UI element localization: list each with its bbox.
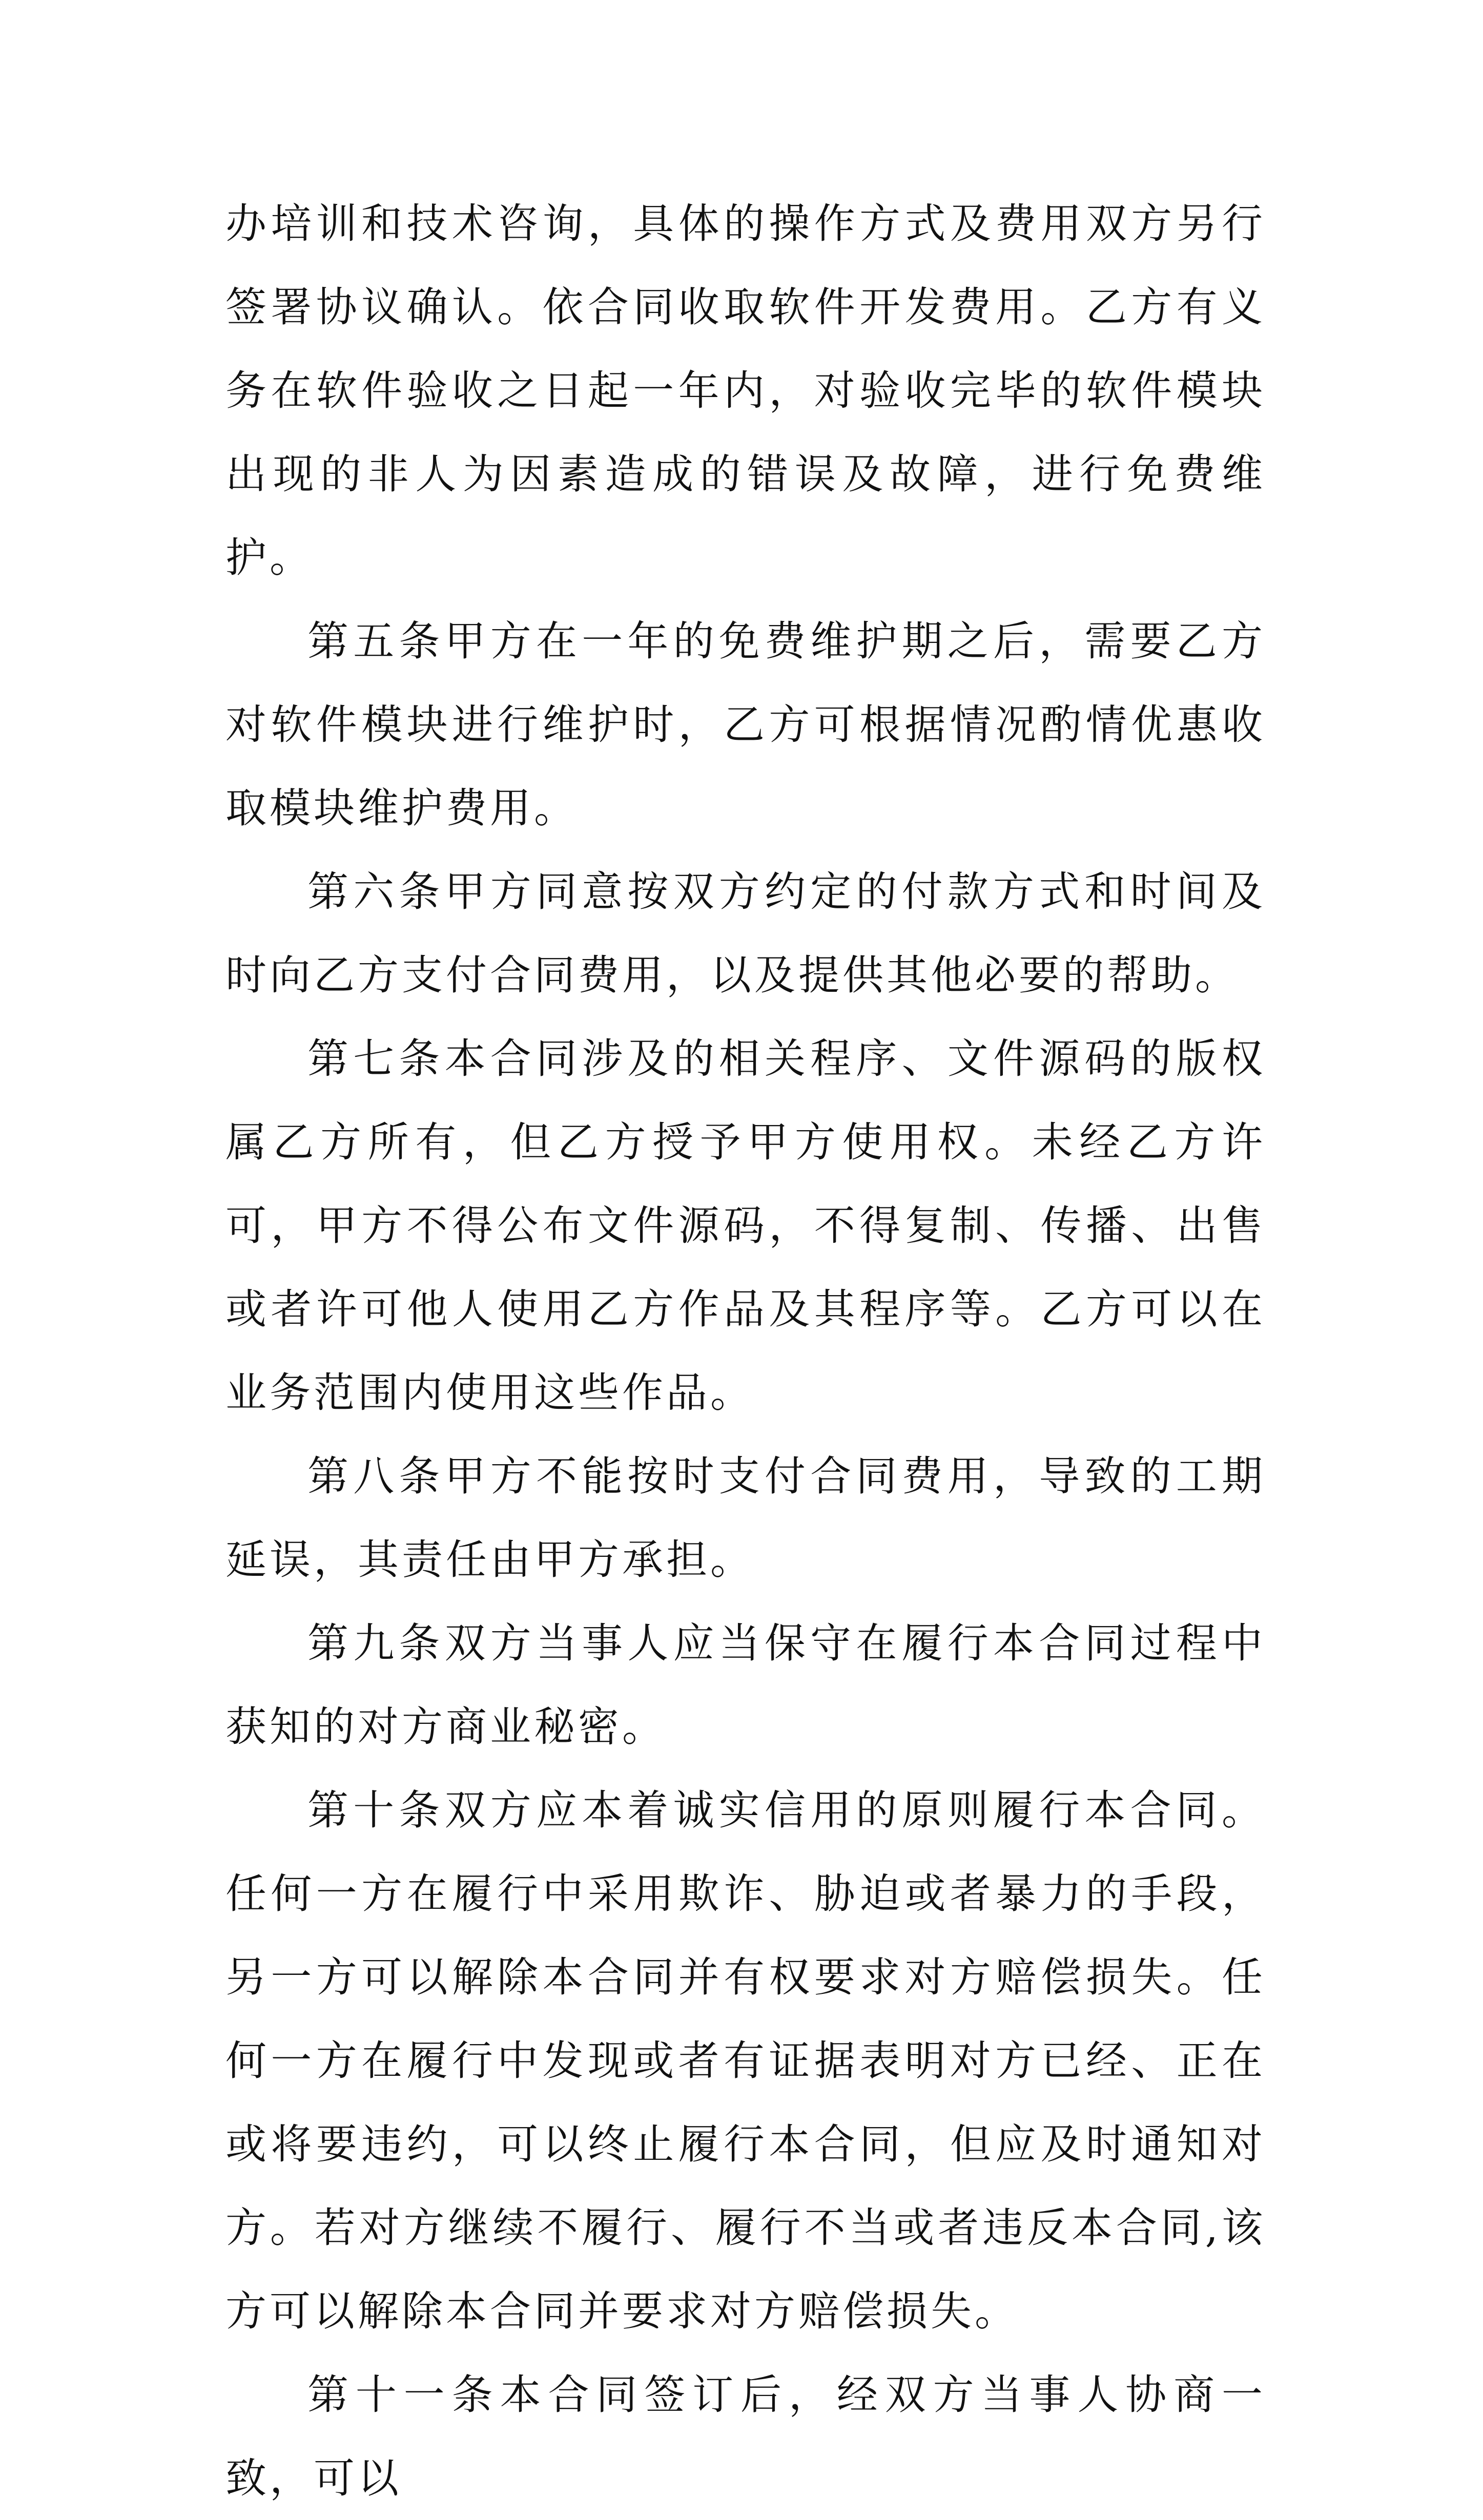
paragraph-article-11: 第十一条本合同签订后，经双方当事人协商一致，可以 [225,2371,1266,2502]
paragraph-continued: 办培训和技术咨询，具体的操作方式及费用双方另行签署协议确认。依合同收取软件开发费用。乙方有义务在软件验收之日起一年内，对验收完毕的软件模块出现的非人为因素造成的错误及故障，进行免费维护。 [225,200,1266,581]
paragraph-article-6: 第六条甲方同意按双方约定的付款方式和时间及时向乙方支付合同费用，以及提供其他必要的帮助。 [225,868,1266,999]
paragraph-article-7: 第七条本合同涉及的相关程序、文件源码的版权属乙方所有，但乙方授予甲方使用权。未经乙方许可，甲方不得公布文件源码，不得复制、传播、出售或者许可他人使用乙方作品及其程序等。乙方可以在业务范围内使用这些作品。 [225,1035,1266,1417]
paragraph-article-9: 第九条双方当事人应当保守在履行本合同过程中获知的对方商业秘密。 [225,1619,1266,1751]
paragraph-article-5: 第五条甲方在一年的免费维护期之后，需要乙方对软件模块进行维护时，乙方可根据情况酌情优惠收取模块维护费用。 [225,617,1266,832]
paragraph-article-8: 第八条甲方不能按时支付合同费用，导致的工期延误，其责任由甲方承担。 [225,1452,1266,1584]
contract-body [225,182,1266,2520]
paragraph-article-10: 第十条双方应本着诚实信用的原则履行本合同。任何一方在履行中采用欺诈、胁迫或者暴力的手段，另一方可以解除本合同并有权要求对方赔偿损失。任何一方在履行中发现或者有证据表明对方已经、正在或将要违约，可以终止履行本合同，但应及时通知对方。若对方继续不履行、履行不当或者违反本合同,该方可以解除本合同并要求对方赔偿损失。 [225,1786,1266,2335]
